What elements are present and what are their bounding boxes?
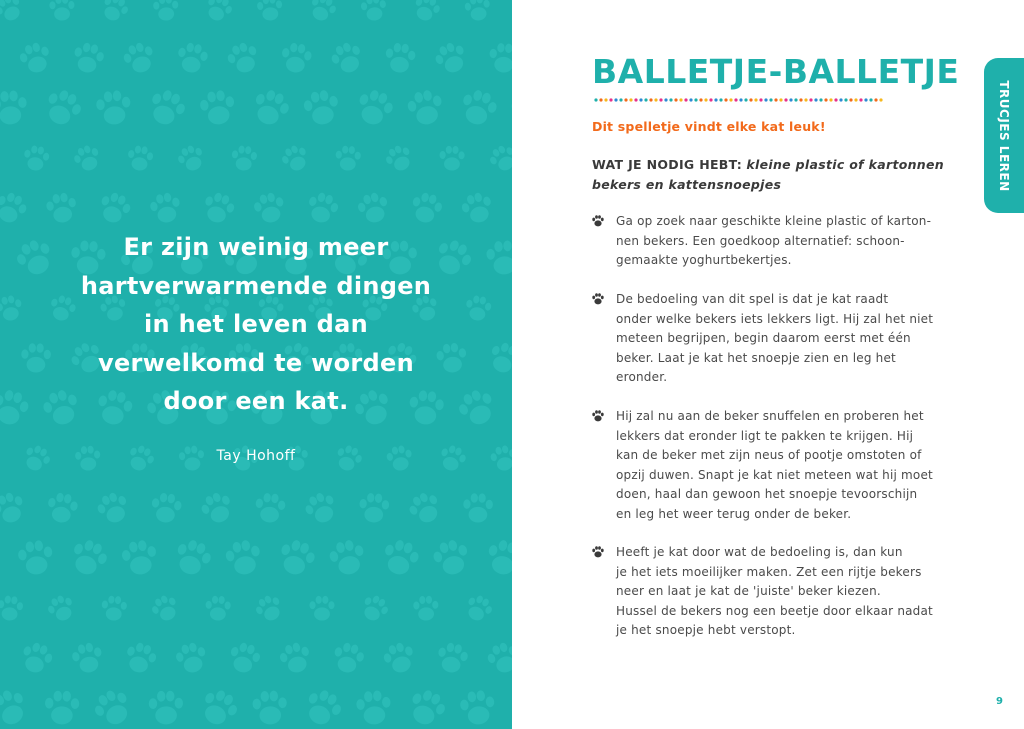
divider-dot xyxy=(769,98,772,101)
divider-dot xyxy=(639,98,642,101)
divider-dot xyxy=(869,98,872,101)
background-paw xyxy=(252,592,286,626)
background-paw xyxy=(435,641,470,675)
background-paw xyxy=(486,142,512,176)
background-paw xyxy=(459,190,496,227)
divider-dot xyxy=(629,98,632,101)
background-paw xyxy=(457,87,500,129)
background-paw xyxy=(0,0,26,25)
background-paw xyxy=(175,142,208,175)
background-paw xyxy=(171,536,215,579)
background-paw xyxy=(301,489,340,528)
paw-icon xyxy=(592,546,604,558)
divider-dot xyxy=(814,98,817,101)
divider-dot xyxy=(664,98,667,101)
step-line: Ga op zoek naar geschikte kleine plastic of karton- xyxy=(616,214,932,228)
background-paw xyxy=(224,39,262,77)
step-line: De bedoeling van dit spel is dat je kat raadt xyxy=(616,292,889,306)
divider-dot xyxy=(689,98,692,101)
step-line: beker. Laat je kat het snoepje zien en leg het xyxy=(616,350,896,365)
background-paw xyxy=(202,0,235,25)
requirements-label: WAT JE NODIG HEBT: xyxy=(592,157,743,172)
background-paw xyxy=(484,639,512,677)
dotted-divider xyxy=(594,97,884,103)
background-paw xyxy=(335,145,361,171)
background-paw xyxy=(327,537,368,577)
background-paw xyxy=(459,689,497,727)
background-paw xyxy=(45,491,79,524)
background-paw xyxy=(20,442,54,475)
background-paw xyxy=(175,41,209,75)
divider-dot xyxy=(599,98,602,101)
divider-dot xyxy=(839,98,842,101)
divider-dot xyxy=(724,98,727,101)
background-paw xyxy=(0,489,28,527)
background-paw xyxy=(463,0,492,22)
background-paw xyxy=(486,240,512,276)
background-paw xyxy=(96,189,134,227)
background-paw xyxy=(410,0,442,24)
background-paw xyxy=(331,640,366,675)
divider-dot xyxy=(734,98,737,101)
step-line: gemaakte yoghurtbekertjes. xyxy=(616,253,792,267)
background-paw xyxy=(145,86,190,130)
divider-dot xyxy=(739,98,742,101)
step-line: opzij duwen. Snapt je kat niet meteen wat hij moet xyxy=(616,467,933,482)
background-paw xyxy=(18,639,56,676)
divider-dot xyxy=(804,98,807,101)
background-paw xyxy=(488,42,512,73)
background-paw xyxy=(358,592,392,626)
divider-dot xyxy=(699,98,702,101)
step-line: en leg het weer terug onder de beker. xyxy=(616,506,852,521)
background-paw xyxy=(40,85,85,130)
divider-dot xyxy=(854,98,857,101)
step-line: Hij zal nu aan de beker snuffelen en proberen het xyxy=(616,409,924,423)
divider-dot xyxy=(754,98,757,101)
quote xyxy=(56,228,456,421)
divider-dot xyxy=(684,98,687,101)
background-paw xyxy=(252,690,288,725)
divider-dot xyxy=(749,98,752,101)
background-paw xyxy=(384,42,417,74)
background-paw xyxy=(71,142,103,174)
background-paw xyxy=(484,537,512,578)
background-paw xyxy=(0,685,32,729)
quote-line: in het leven dan xyxy=(144,310,368,338)
background-paw xyxy=(95,89,133,126)
background-paw xyxy=(439,146,465,171)
background-paw xyxy=(409,190,445,225)
divider-dot xyxy=(704,98,707,101)
background-paw xyxy=(224,538,264,578)
divider-dot xyxy=(819,98,822,101)
divider-dot xyxy=(709,98,712,101)
step-item xyxy=(592,407,952,524)
background-paw xyxy=(486,339,512,377)
background-paw xyxy=(205,595,231,621)
quote-author: Tay Hohoff xyxy=(216,448,296,464)
background-paw xyxy=(0,189,30,227)
divider-dot xyxy=(694,98,697,101)
background-paw xyxy=(405,488,445,528)
background-paw xyxy=(126,144,154,172)
background-paw xyxy=(454,385,499,430)
background-paw xyxy=(21,343,51,373)
background-paw xyxy=(174,640,210,675)
divider-dot xyxy=(644,98,647,101)
background-paw xyxy=(463,493,493,523)
divider-dot xyxy=(859,98,862,101)
background-paw xyxy=(0,387,31,428)
divider-dot xyxy=(849,98,852,101)
divider-dot xyxy=(764,98,767,101)
step-item xyxy=(592,290,952,388)
step-line: Hussel de bekers nog een beetje door elkaar nadat xyxy=(616,603,933,618)
divider-dot xyxy=(604,98,607,101)
background-paw xyxy=(280,41,313,74)
background-paw xyxy=(353,86,396,129)
background-paw xyxy=(153,0,179,21)
background-paw xyxy=(431,537,473,578)
divider-dot xyxy=(649,98,652,101)
background-paw xyxy=(196,685,242,729)
background-paw xyxy=(279,142,312,175)
background-paw xyxy=(200,190,237,227)
divider-dot xyxy=(779,98,782,101)
divider-dot xyxy=(609,98,612,101)
background-paw xyxy=(148,592,182,625)
background-paw xyxy=(70,641,105,676)
background-paw xyxy=(198,489,237,528)
step-line: meteen begrijpen, begin daarom eerst met één xyxy=(616,331,911,345)
background-paw xyxy=(12,235,57,280)
background-paw xyxy=(380,537,422,579)
background-paw xyxy=(249,86,293,130)
divider-dot xyxy=(714,98,717,101)
step-line: Heeft je kat door wat de bedoeling is, dan kun xyxy=(616,545,903,559)
background-paw xyxy=(101,595,128,621)
background-paw xyxy=(413,595,439,621)
background-paw xyxy=(256,0,283,22)
chapter-tab-label: TRUCJES LEREN xyxy=(997,79,1011,192)
background-paw xyxy=(17,40,54,77)
quote-line: hartverwarmende dingen xyxy=(80,271,432,300)
divider-dot xyxy=(799,98,802,101)
background-paw xyxy=(306,0,339,25)
divider-dot xyxy=(829,98,832,101)
chapter-tab xyxy=(984,58,1024,213)
background-paw xyxy=(304,190,341,226)
background-paw xyxy=(0,595,24,622)
divider-dot xyxy=(794,98,797,101)
background-paw xyxy=(231,145,258,172)
divider-dot xyxy=(774,98,777,101)
right-page xyxy=(512,0,1024,729)
divider-dot xyxy=(744,98,747,101)
divider-dot xyxy=(809,98,812,101)
background-paw xyxy=(355,689,392,725)
article-title: BALLETJE-BALLETJE xyxy=(592,52,960,91)
divider-dot xyxy=(719,98,722,101)
step-text xyxy=(616,212,946,271)
background-paw xyxy=(198,89,237,127)
divider-dot xyxy=(729,98,732,101)
background-paw xyxy=(120,538,159,577)
divider-dot xyxy=(759,98,762,101)
quote-line: Er zijn weinig meer xyxy=(123,233,389,261)
paw-icon xyxy=(592,215,604,227)
background-paw xyxy=(122,640,159,677)
divider-dot xyxy=(784,98,787,101)
step-line: nen bekers. Een goedkoop alternatief: schoon- xyxy=(616,233,905,248)
step-item xyxy=(592,212,952,271)
paw-icon xyxy=(592,410,604,422)
background-paw xyxy=(0,90,28,126)
background-paw xyxy=(45,191,79,224)
background-paw xyxy=(464,294,493,322)
background-paw xyxy=(432,39,471,78)
step-line: lekkers dat eronder ligt te pakken te krijgen. Hij xyxy=(616,428,914,443)
divider-dot xyxy=(844,98,847,101)
background-paw xyxy=(149,691,184,725)
divider-dot xyxy=(634,98,637,101)
step-line: neer en laat je kat de 'juiste' beker kiezen. xyxy=(616,584,881,598)
background-paw xyxy=(405,88,445,128)
article-subtitle: Dit spelletje vindt elke kat leuk! xyxy=(592,119,826,134)
page-number: 9 xyxy=(996,696,1003,707)
background-paw xyxy=(252,190,287,225)
background-paw xyxy=(328,39,367,77)
step-line: kan de beker met zijn neus of pootje omstoten of xyxy=(616,448,922,462)
divider-dot xyxy=(619,98,622,101)
step-line: eronder. xyxy=(616,370,668,384)
background-paw xyxy=(254,492,286,524)
background-paw xyxy=(360,0,388,22)
step-line: doen, haal dan gewoon het snoepje tevoorschijn xyxy=(616,487,918,501)
step-line: je het iets moeilijker maken. Zet een rijtje bekers xyxy=(616,564,922,579)
background-paw xyxy=(45,691,80,725)
background-paw xyxy=(277,640,314,676)
requirements-items: kleine plastic of kartonnen bekers en kattensnoepjes xyxy=(592,157,944,192)
background-paw xyxy=(90,685,136,729)
step-line: onder welke bekers iets lekkers ligt. Hij zal het niet xyxy=(616,311,934,326)
background-paw xyxy=(67,536,111,580)
divider-dot xyxy=(834,98,837,101)
divider-dot xyxy=(624,98,627,101)
divider-dot xyxy=(659,98,662,101)
background-paw xyxy=(302,88,342,127)
background-paw xyxy=(275,536,318,579)
divider-dot xyxy=(654,98,657,101)
quote-line: door een kat. xyxy=(163,387,349,415)
divider-dot xyxy=(614,98,617,101)
background-paw xyxy=(359,493,390,524)
background-paw xyxy=(405,686,450,729)
background-paw xyxy=(148,191,183,225)
background-paw xyxy=(121,39,159,76)
divider-dot xyxy=(594,98,597,101)
divider-dot xyxy=(789,98,792,101)
step-text xyxy=(616,290,946,388)
step-item xyxy=(592,543,952,641)
divider-dot xyxy=(874,98,877,101)
divider-dot xyxy=(879,98,882,101)
divider-dot xyxy=(669,98,672,101)
background-paw xyxy=(45,592,78,625)
background-paw xyxy=(355,190,391,226)
background-paw xyxy=(0,294,24,323)
background-paw xyxy=(382,142,416,176)
background-paw xyxy=(150,492,183,525)
step-text xyxy=(616,407,946,524)
background-paw xyxy=(71,41,106,76)
step-text xyxy=(616,543,946,641)
background-paw xyxy=(226,640,262,676)
divider-dot xyxy=(679,98,682,101)
divider-dot xyxy=(864,98,867,101)
background-paw xyxy=(381,640,418,677)
divider-dot xyxy=(674,98,677,101)
paw-icon xyxy=(592,293,604,305)
background-paw xyxy=(489,444,512,473)
quote-line: verwelkomd te worden xyxy=(98,348,414,377)
requirements xyxy=(592,155,944,195)
background-paw xyxy=(98,0,132,25)
step-line: je het snoepje hebt verstopt. xyxy=(616,623,796,637)
background-paw xyxy=(300,685,345,729)
background-paw xyxy=(94,489,132,527)
background-paw xyxy=(49,0,75,21)
background-paw xyxy=(309,596,334,621)
background-paw xyxy=(462,592,496,625)
background-paw xyxy=(17,539,55,577)
divider-dot xyxy=(824,98,827,101)
background-paw xyxy=(22,144,51,172)
